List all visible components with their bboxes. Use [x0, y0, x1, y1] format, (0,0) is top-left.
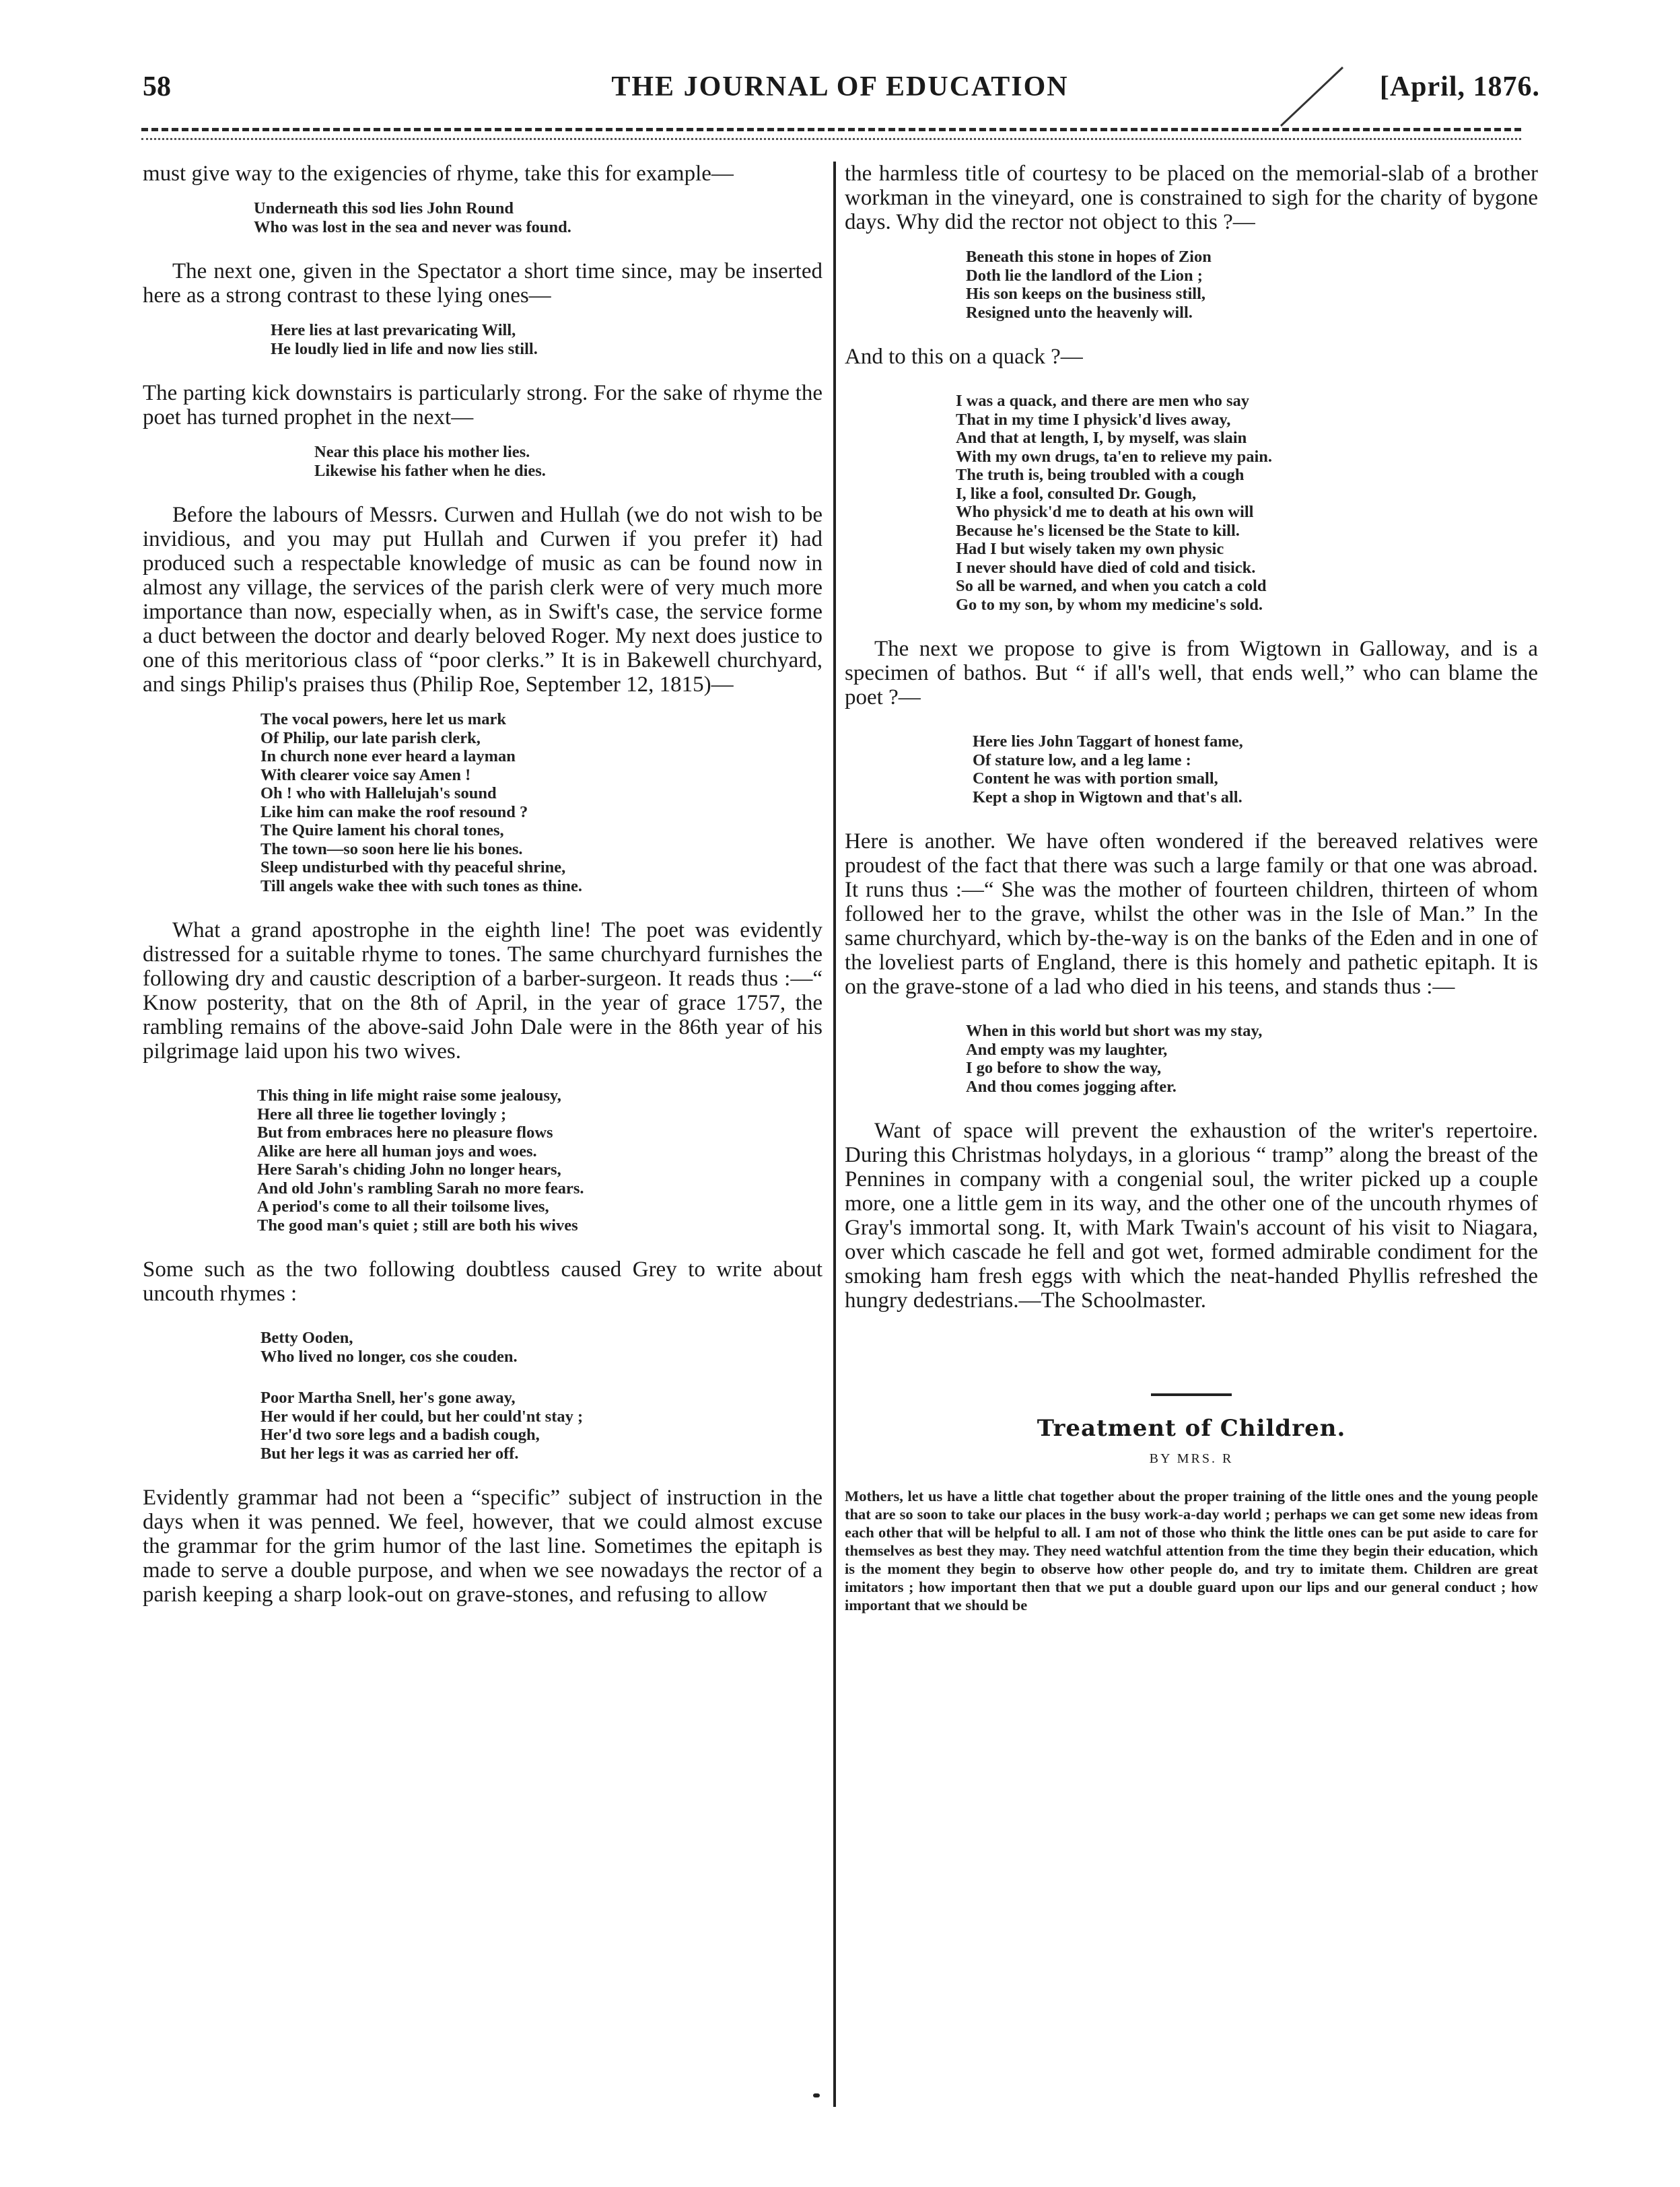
article-body: Mothers, let us have a little chat together about the proper training of the little ones and the young people that are so soon to take our places in the busy work-a-day world ; perhaps we can get some new ideas from each other that will be helpful to all. I am not of those who think the little ones can be put aside to care for themselves as best they may. They need watchful attention from the time they begin their education, which is the moment they begin to observe how other people do, and try to imitate them. Children are great imitators ; how important then that we put a double guard upon our lips and our general conduct ; how important that we should be	[845, 1488, 1538, 1613]
verse-line: Alike are here all human joys and woes.	[257, 1142, 537, 1160]
verse-line: Till angels wake thee with such tones as thine.	[260, 876, 583, 895]
left-paragraph-1: must give way to the exigencies of rhyme, take this for example—	[143, 162, 734, 186]
epitaph-mother-father	[143, 443, 823, 480]
left-paragraph-7: Evidently grammar had not been a “specific” subject of instruction in the days when it was penned. We feel, however, that we could almost excuse the grammar for the grim humor of the last line. Sometimes the epitaph is made to serve a double purpose, and when we see nowadays the rector of a parish keeping a sharp look-out on grave-stones, and refusing to allow	[143, 1486, 823, 1607]
right-paragraph-4: Here is another. We have often wondered if the bereaved relatives were proudest of the fact that there was such a large family or that one was abroad. It runs thus :—“ She was the mother of fourteen children, thirteen of whom followed her to the grave, whilst the other was in the Isle of Man.” In the same churchyard, which by-the-way is on the banks of the Eden and in one of the loveliest parts of England, there is this homely and pathetic epitaph. It is on the grave-stone of a lad who died in his teens, and stands thus :—	[845, 829, 1538, 999]
epitaph-prevaricating-will	[143, 321, 823, 358]
verse-line: Beneath this stone in hopes of Zion	[966, 248, 1212, 266]
verse-line: Oh ! who with Hallelujah's sound	[260, 784, 497, 802]
verse-line: Poor Martha Snell, her's gone away,	[260, 1389, 516, 1407]
verse-line: Her'd two sore legs and a badish cough,	[260, 1426, 540, 1444]
page-number: 58	[143, 71, 171, 102]
epitaph-martha-snell	[143, 1389, 823, 1463]
right-paragraph-3: The next we propose to give is from Wigtown in Galloway, and is a specimen of bathos. But “ if all's well, that ends well,” who can blame the poet ?—	[845, 637, 1538, 709]
column-divider	[833, 162, 836, 2107]
verse-line: And old John's rambling Sarah no more fears.	[257, 1179, 584, 1197]
issue-date: [April, 1876.	[1379, 71, 1540, 102]
epitaph-john-round	[143, 199, 823, 236]
verse-line: Sleep undisturbed with thy peaceful shrine,	[260, 858, 566, 876]
verse-line: The Quire lament his choral tones,	[260, 821, 504, 839]
verse-line: The vocal powers, here let us mark	[260, 710, 506, 728]
verse-line: Near this place his mother lies.	[314, 443, 530, 461]
verse-line: I was a quack, and there are men who say	[956, 392, 1250, 410]
article-separator-rule	[1151, 1393, 1232, 1396]
verse-line: In church none ever heard a layman	[260, 747, 516, 765]
verse-line: When in this world but short was my stay,	[966, 1022, 1263, 1040]
left-paragraph-5: What a grand apostrophe in the eighth line! The poet was evidently distressed for a suitable rhyme to tones. The same churchyard furnishes the following dry and caustic description of a barber-surgeon. It reads thus :—“ Know posterity, that on the 8th of April, in the year of grace 1757, the rambling remains of the above-said John Dale were in the 86th year of his pilgrimage laid upon his two wives.	[143, 918, 823, 1064]
verse-line: Kept a shop in Wigtown and that's all.	[973, 788, 1242, 806]
verse-line: The town—so soon here lie his bones.	[260, 839, 523, 858]
verse-line: Content he was with portion small,	[973, 769, 1218, 788]
verse-line: Likewise his father when he dies.	[314, 461, 546, 480]
epitaph-philip-roe	[143, 710, 823, 895]
verse-line: Here Sarah's chiding John no longer hears,	[257, 1160, 561, 1179]
epitaph-lad	[845, 1022, 1538, 1096]
verse-line: With clearer voice say Amen !	[260, 765, 471, 784]
verse-line: Who physick'd me to death at his own will	[956, 503, 1254, 521]
verse-line: With my own drugs, ta'en to relieve my pain.	[956, 447, 1273, 466]
verse-line: So all be warned, and when you catch a cold	[956, 577, 1267, 595]
epitaph-quack	[845, 392, 1538, 614]
verse-line: He loudly lied in life and now lies still.	[271, 339, 538, 358]
left-paragraph-4: Before the labours of Messrs. Curwen and Hullah (we do not wish to be invidious, and you may put Hullah and Curwen if you prefer it) had produced such a respectable knowledge of music as can be found now in almost any village, the services of the parish clerk were of very much more importance than now, especially when, as in Swift's case, the service forme a duct between the doctor and dearly beloved Roger. My next does justice to one of this meritorious class of “poor clerks.” It is in Bakewell churchyard, and sings Philip's praises thus (Philip Roe, September 12, 1815)—	[143, 503, 823, 697]
verse-line: Betty Ooden,	[260, 1329, 353, 1347]
right-paragraph-2: And to this on a quack ?—	[845, 345, 1083, 369]
epitaph-betty-ooden	[143, 1329, 823, 1366]
verse-line: Here lies at last prevaricating Will,	[271, 321, 516, 339]
article-title: Treatment of Children.	[1037, 1415, 1346, 1442]
verse-line: Resigned unto the heavenly will.	[966, 303, 1193, 322]
verse-line: Who was lost in the sea and never was found.	[254, 217, 571, 236]
verse-line: Of Philip, our late parish clerk,	[260, 728, 481, 747]
verse-line: And empty was my laughter,	[966, 1040, 1168, 1059]
verse-line: Of stature low, and a leg lame :	[973, 751, 1191, 769]
verse-line: Here lies John Taggart of honest fame,	[973, 732, 1243, 751]
verse-line: Like him can make the roof resound ?	[260, 802, 528, 821]
verse-line: I never should have died of cold and tisick.	[956, 558, 1256, 577]
verse-line: But from embraces here no pleasure flows	[257, 1123, 553, 1142]
verse-line: I, like a fool, consulted Dr. Gough,	[956, 484, 1197, 503]
verse-line: I go before to show the way,	[966, 1059, 1162, 1077]
verse-line: Go to my son, by whom my medicine's sold.	[956, 595, 1263, 614]
verse-line: The truth is, being troubled with a cough	[956, 466, 1245, 484]
left-column	[143, 162, 823, 1607]
verse-line: Here all three lie together lovingly ;	[257, 1105, 507, 1123]
epitaph-landlord-lion	[845, 248, 1538, 322]
right-column	[845, 162, 1538, 1614]
verse-line: Because he's licensed be the State to kill.	[956, 521, 1240, 540]
left-paragraph-6: Some such as the two following doubtless caused Grey to write about uncouth rhymes :	[143, 1257, 823, 1306]
verse-line: His son keeps on the business still,	[966, 285, 1206, 303]
left-paragraph-2: The next one, given in the Spectator a short time since, may be inserted here as a strong contrast to these lying ones—	[143, 259, 823, 308]
pen-stroke-mark	[1275, 64, 1350, 131]
header-rule	[141, 128, 1521, 140]
verse-line: Who lived no longer, cos she couden.	[260, 1347, 518, 1366]
verse-line: The good man's quiet ; still are both his wives	[257, 1216, 578, 1235]
verse-line: Underneath this sod lies John Round	[254, 199, 514, 217]
verse-line: And thou comes jogging after.	[966, 1077, 1177, 1096]
left-paragraph-3: The parting kick downstairs is particularly strong. For the sake of rhyme the poet has turned prophet in the next—	[143, 381, 823, 429]
verse-line: Had I but wisely taken my own physic	[956, 540, 1224, 558]
verse-line: That in my time I physick'd lives away,	[956, 410, 1231, 429]
right-paragraph-1: the harmless title of courtesy to be placed on the memorial-slab of a brother workman in the vineyard, one is constrained to sigh for the charity of bygone days. Why did the rector not object to this ?—	[845, 162, 1538, 234]
right-paragraph-5: Want of space will prevent the exhaustion of the writer's repertoire. During this Christmas holydays, in a glorious “ tramp” along the breast of the Pennines in company with a congenial soul, the writer picked up a couple more, one a little gem in its way, and the other one of the uncouth rhymes of Gray's immortal song. It, with Mark Twain's account of his visit to Niagara, over which cascade he fell and got wet, formed admirable condiment for the smoking ham fresh eggs with which the neat-handed Phyllis refreshed the hungry dedestrians.—The Schoolmaster.	[845, 1119, 1538, 1313]
epitaph-john-taggart	[845, 732, 1538, 806]
verse-line: But her legs it was as carried her off.	[260, 1444, 519, 1463]
ink-speck	[813, 2093, 820, 2097]
verse-line: And that at length, I, by myself, was slain	[956, 429, 1247, 447]
verse-line: Her would if her could, but her could'nt stay ;	[260, 1407, 584, 1426]
verse-line: A period's come to all their toilsome lives,	[257, 1197, 549, 1216]
article-byline: BY MRS. R	[1149, 1451, 1234, 1466]
epitaph-john-dale	[143, 1086, 823, 1235]
verse-line: Doth lie the landlord of the Lion ;	[966, 266, 1203, 285]
journal-title: THE JOURNAL OF EDUCATION	[611, 71, 1069, 102]
verse-line: This thing in life might raise some jealousy,	[257, 1086, 561, 1105]
